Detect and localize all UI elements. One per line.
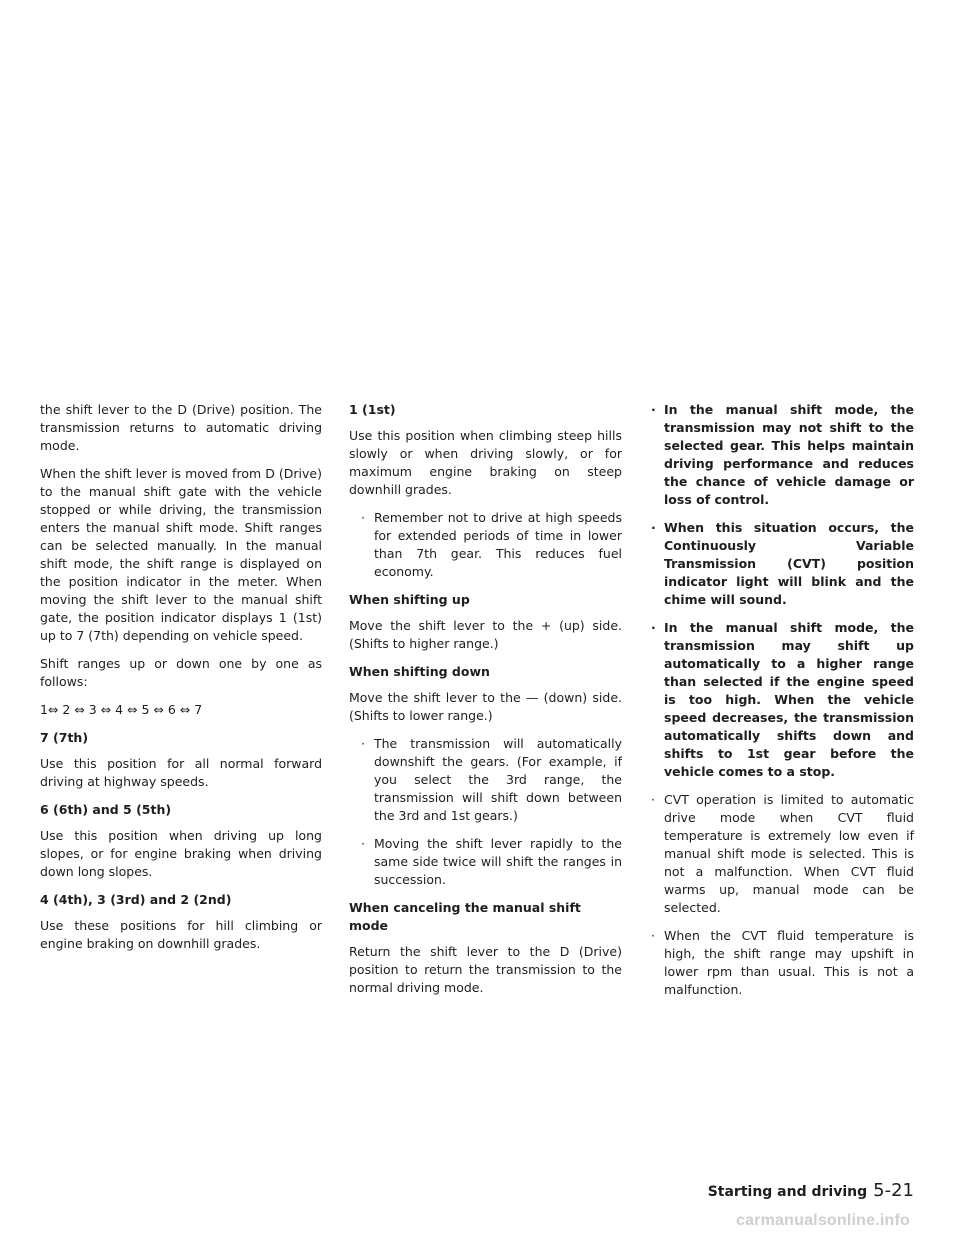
heading-canceling-manual: When canceling the manual shift mode (349, 900, 581, 933)
page-footer (708, 1180, 914, 1201)
paragraph: Use these positions for hill climbing or engine braking on downhill grades. (40, 918, 322, 951)
paragraph: the shift lever to the D (Drive) position. The transmission returns to automatic driving mode. (40, 402, 322, 453)
list-item: · When this situation occurs, the Continuously Variable Transmission (CVT) position indicator light will blink and the chime will sound. (649, 519, 914, 609)
gear-sequence: 1⇔ 2 ⇔ 3 ⇔ 4 ⇔ 5 ⇔ 6 ⇔ 7 (40, 702, 203, 717)
bullet-list (649, 791, 914, 999)
list-item: · The transmission will automatically downshift the gears. (For example, if you select the 3rd range, the transmission will shift down between the 3rd and 1st gears.) (359, 735, 622, 825)
paragraph: Shift ranges up or down one by one as follows: (40, 656, 322, 689)
list-item: · Moving the shift lever rapidly to the same side twice will shift the ranges in succession. (359, 835, 622, 889)
paragraph: Move the shift lever to the — (down) side. (Shifts to lower range.) (349, 690, 622, 723)
heading-1st: 1 (1st) (349, 402, 396, 417)
section-title: Starting and driving (707, 1184, 868, 1200)
column-middle (349, 401, 622, 1007)
page-number: 5-21 (873, 1180, 914, 1201)
list-item: · When the CVT fluid temperature is high, the shift range may upshift in lower rpm than usual. This is not a malfunction. (649, 927, 914, 999)
list-item: · In the manual shift mode, the transmission may not shift to the selected gear. This helps maintain driving performance and reduces the chance of vehicle damage or loss of control. (649, 401, 914, 509)
watermark: carmanualsonline.info (735, 1212, 910, 1229)
bullet-list (349, 509, 622, 581)
heading-4th-3rd-2nd: 4 (4th), 3 (3rd) and 2 (2nd) (40, 892, 232, 907)
list-item: · CVT operation is limited to automatic drive mode when CVT fluid temperature is extremely low even if manual shift mode is selected. This is not a malfunction. When CVT fluid warms up, manual mode can be selected. (649, 791, 914, 917)
list-item: · Remember not to drive at high speeds for extended periods of time in lower than 7th gear. This reduces fuel economy. (359, 509, 622, 581)
column-right (649, 401, 914, 1009)
paragraph: Move the shift lever to the + (up) side. (Shifts to higher range.) (349, 618, 622, 651)
heading-7th: 7 (7th) (40, 730, 89, 745)
paragraph: Return the shift lever to the D (Drive) position to return the transmission to the normal driving mode. (349, 944, 622, 995)
heading-shifting-down: When shifting down (349, 664, 490, 679)
bullet-list (349, 735, 622, 889)
list-item: · In the manual shift mode, the transmission may shift up automatically to a higher range than selected if the engine speed is too high. When the vehicle speed decreases, the transmission automatically shifts down and shifts to 1st gear before the vehicle comes to a stop. (649, 619, 914, 781)
heading-shifting-up: When shifting up (349, 592, 470, 607)
paragraph: When the shift lever is moved from D (Drive) to the manual shift gate with the vehicle stopped or while driving, the transmission enters the manual shift mode. Shift ranges can be selected manually. In the manual shift mode, the shift range is displayed on the position indicator in the meter. When moving the shift lever to the manual shift gate, the position indicator displays 1 (1st) up to 7 (7th) depending on vehicle speed. (40, 466, 322, 643)
paragraph: Use this position when climbing steep hills slowly or when driving slowly, or for maximum engine braking on steep downhill grades. (349, 428, 622, 497)
warning-list (649, 401, 914, 781)
paragraph: Use this position for all normal forward driving at highway speeds. (40, 756, 322, 789)
paragraph: Use this position when driving up long slopes, or for engine braking when driving down long slopes. (40, 828, 322, 879)
column-left (40, 401, 322, 963)
heading-6th-5th: 6 (6th) and 5 (5th) (40, 802, 172, 817)
